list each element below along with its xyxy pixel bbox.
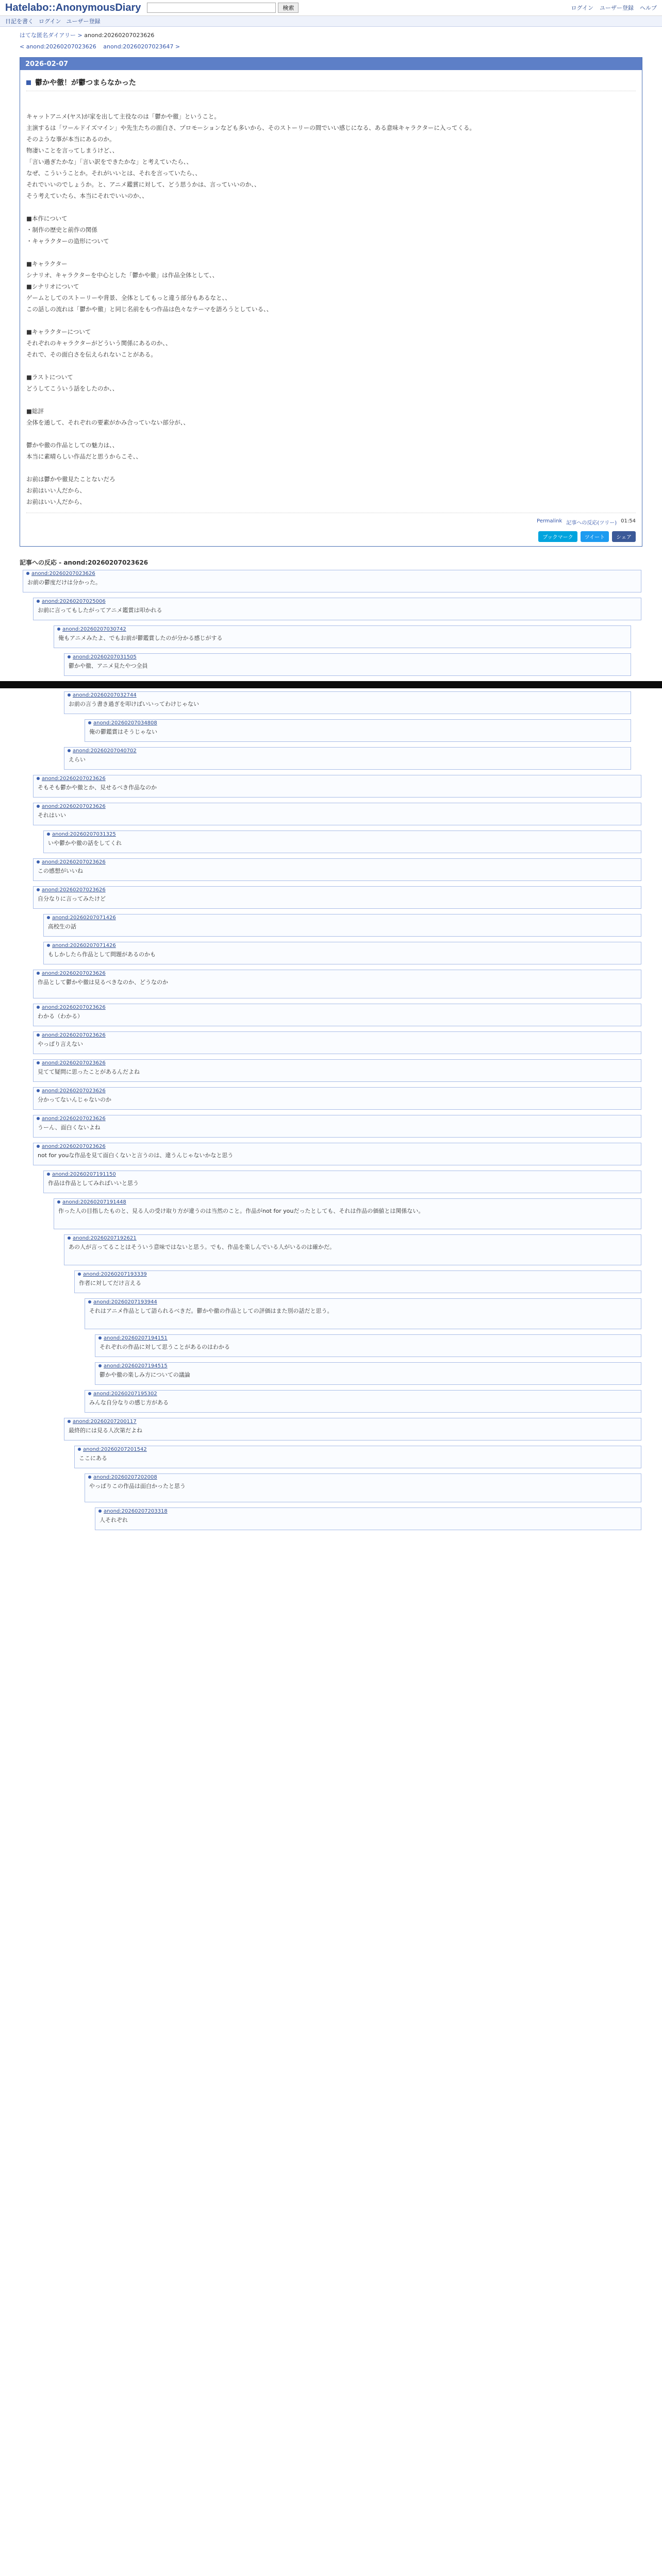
comment-text: あの人が言ってることはそういう意味ではないと思う。でも、作品を楽しんでいる人がいるのは確かだ。 bbox=[69, 1244, 335, 1250]
subheader-link-write[interactable]: 日記を書く bbox=[5, 18, 34, 25]
comment-item bbox=[85, 1298, 641, 1329]
comment-header bbox=[34, 887, 641, 894]
comment-id-link[interactable]: anond:20260207192621 bbox=[73, 1235, 137, 1241]
body-paragraph: 本当に素晴らしい作品だと思うからこそ、、 bbox=[26, 453, 142, 460]
comment-text: みんな自分なりの感じ方がある bbox=[89, 1399, 169, 1406]
comment-item bbox=[95, 1362, 641, 1385]
body-paragraph: ■本作について bbox=[26, 215, 68, 222]
share-button[interactable]: シェア bbox=[612, 531, 636, 542]
comment-item bbox=[85, 719, 631, 742]
comment-header bbox=[34, 1088, 641, 1095]
comment-text: 鬱かや徹の楽しみ方についての議論 bbox=[100, 1371, 190, 1378]
comment-id-link[interactable]: anond:20260207034808 bbox=[93, 720, 157, 726]
comment-header bbox=[64, 1235, 641, 1242]
comment-id-link[interactable]: anond:20260207201542 bbox=[83, 1447, 147, 1452]
comment-id-link[interactable]: anond:20260207031325 bbox=[52, 832, 116, 837]
comment-item bbox=[64, 1418, 641, 1440]
comment-id-link[interactable]: anond:20260207202008 bbox=[93, 1475, 157, 1480]
bullet-icon bbox=[37, 1061, 40, 1064]
bullet-icon bbox=[37, 805, 40, 808]
comment-item bbox=[23, 570, 641, 592]
comment-header bbox=[64, 1418, 641, 1426]
comment-id-link[interactable]: anond:20260207031505 bbox=[73, 654, 137, 660]
comment-text: いや鬱かや徹の話をしてくれ bbox=[48, 840, 122, 846]
bullet-icon bbox=[37, 600, 40, 603]
body-paragraph: 主演するは「ワールドイズマイン」や先生たちの面白さ、プロモーションなども多いから、そのストーリーの間でいい感じになる、ある意味キャラクターに入ってくる。 bbox=[26, 124, 476, 131]
comment-header bbox=[54, 1199, 641, 1206]
comment-text: それはいい bbox=[38, 812, 66, 819]
comment-item bbox=[95, 1507, 641, 1530]
comment-item bbox=[33, 775, 641, 798]
share-buttons bbox=[26, 531, 636, 542]
comment-item bbox=[43, 831, 641, 853]
separator-bar bbox=[0, 681, 662, 688]
bullet-icon bbox=[68, 1420, 71, 1423]
comment-item bbox=[54, 1198, 641, 1229]
comment-header bbox=[34, 1143, 641, 1150]
comment-header bbox=[34, 1004, 641, 1011]
bullet-icon bbox=[37, 1145, 40, 1148]
comment-item bbox=[64, 1234, 641, 1265]
comment-id-link[interactable]: anond:20260207030742 bbox=[62, 626, 126, 632]
comment-text: やっぱり言えない bbox=[38, 1041, 83, 1047]
comment-item bbox=[64, 653, 631, 676]
comment-text: ここにある bbox=[79, 1455, 107, 1462]
body-paragraph: 鬱かや徹の作品としての魅力は、、 bbox=[26, 442, 119, 449]
comment-id-link[interactable]: anond:20260207191150 bbox=[52, 1172, 116, 1177]
comment-header bbox=[34, 859, 641, 866]
bullet-icon bbox=[37, 1033, 40, 1037]
next-entry-link[interactable]: anond:20260207023647 > bbox=[103, 43, 180, 50]
comment-text: もしかしたら作品として問題があるのかも bbox=[48, 951, 156, 958]
comment-id-link[interactable]: anond:20260207193944 bbox=[93, 1299, 157, 1305]
comment-header bbox=[85, 1391, 641, 1398]
bullet-icon bbox=[88, 1300, 91, 1303]
comment-id-link[interactable]: anond:20260207023626 bbox=[42, 1088, 106, 1094]
tweet-button[interactable]: ツイート bbox=[581, 531, 609, 542]
body-paragraph bbox=[26, 394, 636, 405]
comment-item bbox=[33, 858, 641, 881]
comment-header bbox=[34, 598, 641, 605]
comment-id-link[interactable]: anond:20260207023626 bbox=[42, 1060, 106, 1066]
date-bar: 2026-02-07 bbox=[20, 58, 642, 70]
comment-item bbox=[33, 1087, 641, 1110]
body-paragraph bbox=[26, 462, 636, 473]
search-input[interactable] bbox=[147, 3, 276, 13]
entry-footer bbox=[26, 513, 636, 529]
body-paragraph: 物凄いことを言ってしまうけど、、 bbox=[26, 147, 119, 154]
body-paragraph: 「言い過ぎたかな」「言い訳をできたかな」と考えていたら、、 bbox=[26, 158, 192, 165]
body-paragraph: 全体を通して、それぞれの要素がかみ合っていない部分が、、 bbox=[26, 419, 190, 426]
comment-id-link[interactable]: anond:20260207023626 bbox=[42, 887, 106, 893]
body-paragraph: ゲームとしてのストーリーや背景、全体としてもっと違う部分もあるなと、、 bbox=[26, 294, 231, 301]
comment-text: 俺の鬱鑑賞はそうじゃない bbox=[89, 728, 157, 735]
bullet-icon bbox=[37, 1089, 40, 1092]
comment-text: 最終的には見る人次第だよね bbox=[69, 1427, 142, 1434]
entry-title bbox=[26, 77, 636, 91]
bookmark-button[interactable]: ブックマーク bbox=[538, 531, 577, 542]
comment-text: 俺もアニメみたよ、でもお前が鬱鑑賞したのが分かる感じがする bbox=[58, 635, 223, 641]
comment-text: 人それぞれ bbox=[100, 1517, 128, 1523]
comment-id-link[interactable]: anond:20260207200117 bbox=[73, 1419, 137, 1425]
breadcrumb-home[interactable]: はてな匿名ダイアリー > bbox=[20, 32, 82, 39]
comment-id-link[interactable]: anond:20260207071426 bbox=[52, 943, 116, 948]
comment-header bbox=[44, 831, 641, 838]
body-paragraph: それで、その面白さを伝えられないことがある。 bbox=[26, 351, 157, 358]
prev-entry-link[interactable]: < anond:20260207023626 bbox=[20, 43, 96, 50]
comment-text: 作った人の目指したものと、見る人の受け取り方が違うのは当然のこと。作品がnot for youだったとしても、それは作品の価値とは関係ない。 bbox=[58, 1208, 424, 1214]
body-paragraph: なぜ、こういうことか。それがいいとは、それを言っていたら、、 bbox=[26, 170, 201, 177]
body-paragraph: ■シナリオについて bbox=[26, 283, 79, 290]
comment-item bbox=[33, 1004, 641, 1026]
comment-header bbox=[44, 1171, 641, 1178]
comment-item bbox=[85, 1390, 641, 1413]
body-paragraph: ■ラストについて bbox=[26, 374, 73, 381]
bullet-icon bbox=[37, 777, 40, 780]
comment-text: お前の鬱度だけは分かった。 bbox=[27, 579, 101, 586]
bullet-icon bbox=[98, 1364, 102, 1367]
comment-text: えらい bbox=[69, 756, 86, 763]
comments-title: 記事への反応 - anond:20260207023626 bbox=[20, 559, 148, 566]
comment-header bbox=[34, 1115, 641, 1123]
comment-header bbox=[34, 1032, 641, 1039]
body-paragraph: ・キャラクターの造形について bbox=[26, 238, 109, 245]
comment-text: お前の言う書き過ぎを叩けばいいってわけじゃない bbox=[69, 701, 199, 707]
comment-item bbox=[43, 1171, 641, 1193]
comment-header bbox=[34, 803, 641, 810]
comment-id-link[interactable]: anond:20260207023626 bbox=[42, 1005, 106, 1010]
body-paragraph: どうしてこういう話をしたのか、、 bbox=[26, 385, 119, 392]
bullet-icon bbox=[57, 628, 60, 631]
comment-item bbox=[43, 942, 641, 964]
comment-id-link[interactable]: anond:20260207023626 bbox=[42, 1116, 106, 1122]
entry-title-text: 鬱かや徹！が鬱つまらなかった bbox=[35, 79, 136, 87]
comment-text: 自分なりに言ってみたけど bbox=[38, 895, 106, 902]
header-link-login[interactable]: ログイン bbox=[571, 5, 593, 11]
comment-header bbox=[64, 654, 631, 661]
comment-header bbox=[75, 1271, 641, 1278]
comment-text: それぞれの作品に対して思うことがあるのはわかる bbox=[100, 1344, 230, 1350]
comment-id-link[interactable]: anond:20260207194151 bbox=[104, 1335, 168, 1341]
comment-header bbox=[34, 970, 641, 977]
comment-item bbox=[33, 1143, 641, 1165]
body-paragraph: お前はいい人だから、 bbox=[26, 498, 86, 505]
bullet-icon bbox=[26, 572, 29, 575]
body-paragraph: シナリオ、キャラクターを中心とした「鬱かや徹」は作品全体として、、 bbox=[26, 272, 219, 279]
comment-id-link[interactable]: anond:20260207023626 bbox=[42, 1144, 106, 1149]
bullet-icon bbox=[37, 972, 40, 975]
body-paragraph bbox=[26, 360, 636, 371]
bullet-icon bbox=[78, 1273, 81, 1276]
comment-text: うーん、面白くないよね bbox=[38, 1124, 101, 1131]
comment-item bbox=[33, 1115, 641, 1138]
bullet-icon bbox=[37, 1006, 40, 1009]
comment-item bbox=[33, 803, 641, 825]
bullet-icon bbox=[88, 721, 91, 724]
body-paragraph: この話しの流れは「鬱かや徹」と同じ名前をもつ作品は色々なテーマを語ろうとしている、、 bbox=[26, 306, 273, 313]
body-paragraph bbox=[26, 99, 636, 111]
breadcrumb bbox=[0, 27, 662, 43]
comment-text: 鬱かや徹、アニメ見たやつ全員 bbox=[69, 663, 148, 669]
comment-item bbox=[33, 1059, 641, 1082]
bullet-icon bbox=[37, 1117, 40, 1120]
comment-header bbox=[75, 1446, 641, 1453]
comment-header bbox=[23, 570, 641, 578]
comment-item bbox=[74, 1446, 641, 1468]
comment-id-link[interactable]: anond:20260207071426 bbox=[52, 915, 116, 921]
comment-item bbox=[33, 886, 641, 909]
body-paragraph bbox=[26, 428, 636, 439]
comment-item bbox=[33, 1031, 641, 1054]
bullet-icon bbox=[47, 833, 50, 836]
comment-id-link[interactable]: anond:20260207193339 bbox=[83, 1272, 147, 1277]
subheader-link-login[interactable]: ログイン bbox=[39, 18, 61, 25]
bullet-icon bbox=[68, 1236, 71, 1240]
title-square-icon bbox=[26, 80, 31, 85]
comment-text: 見てて疑問に思ったことがあるんだよね bbox=[38, 1069, 140, 1075]
search-button[interactable]: 検索 bbox=[278, 3, 299, 13]
comment-id-link[interactable]: anond:20260207023626 bbox=[42, 1032, 106, 1038]
bullet-icon bbox=[47, 916, 50, 919]
comment-item bbox=[95, 1334, 641, 1357]
comment-item bbox=[43, 914, 641, 937]
bullet-icon bbox=[68, 693, 71, 697]
bullet-icon bbox=[37, 860, 40, 863]
comment-id-link[interactable]: anond:20260207032744 bbox=[73, 692, 137, 698]
comment-text: それはアニメ作品として語られるべきだ。鬱かや徹の作品としての評価はまた別の話だと思う。 bbox=[89, 1308, 333, 1314]
comment-text: 作者に対してだけ言える bbox=[79, 1280, 141, 1286]
comment-text: わかる（わかる） bbox=[38, 1013, 83, 1020]
comment-header bbox=[64, 748, 631, 755]
body-paragraph: それでいいのでしょうか。と、アニメ鑑賞に対して、どう思うかは、言っていいのか、、 bbox=[26, 181, 260, 188]
body-paragraph: そう考えていたら、本当にそれでいいのか、、 bbox=[26, 192, 148, 199]
bullet-icon bbox=[78, 1448, 81, 1451]
entry-time: 01:54 bbox=[621, 518, 636, 524]
comment-id-link[interactable]: anond:20260207023626 bbox=[42, 859, 106, 865]
comment-id-link[interactable]: anond:20260207023626 bbox=[31, 571, 95, 577]
comment-id-link[interactable]: anond:20260207203318 bbox=[104, 1509, 168, 1514]
body-paragraph bbox=[26, 247, 636, 258]
comment-item bbox=[85, 1473, 641, 1502]
comment-header bbox=[85, 1299, 641, 1306]
comment-item bbox=[64, 747, 631, 770]
bullet-icon bbox=[98, 1510, 102, 1513]
comment-id-link[interactable]: anond:20260207025006 bbox=[42, 599, 106, 604]
tree-link[interactable]: 記事への反応(ツリー) bbox=[566, 520, 617, 526]
bullet-icon bbox=[68, 655, 71, 658]
comment-item bbox=[74, 1270, 641, 1293]
subheader-link-register[interactable]: ユーザー登録 bbox=[66, 18, 101, 25]
comment-id-link[interactable]: anond:20260207040702 bbox=[73, 748, 137, 754]
comment-header bbox=[95, 1363, 641, 1370]
comment-text: この感想がいいね bbox=[38, 868, 83, 874]
comment-header bbox=[85, 720, 631, 727]
comment-header bbox=[95, 1508, 641, 1515]
permalink[interactable]: Permalink bbox=[537, 518, 562, 524]
comment-header bbox=[34, 1060, 641, 1067]
bullet-icon bbox=[47, 1173, 50, 1176]
comment-text: 分かってないんじゃないのか bbox=[38, 1096, 111, 1103]
body-paragraph: ・制作の歴史と前作の関係 bbox=[26, 226, 97, 233]
body-paragraph: そのような事が本当にあるのか。 bbox=[26, 135, 115, 143]
body-paragraph: キャットアニメ(ヤス)が家を出して主役なのは「鬱かや徹」ということ。 bbox=[26, 113, 220, 120]
comment-id-link[interactable]: anond:20260207023626 bbox=[42, 776, 106, 782]
comment-item bbox=[64, 691, 631, 714]
bullet-icon bbox=[68, 749, 71, 752]
body-paragraph: ■総評 bbox=[26, 408, 44, 415]
comment-id-link[interactable]: anond:20260207195302 bbox=[93, 1391, 157, 1397]
comment-text: 作品として鬱かや徹は見るべきなのか、どうなのか bbox=[38, 979, 168, 986]
comment-text: そもそも鬱かや徹とか、見せるべき作品なのか bbox=[38, 784, 157, 791]
comment-header bbox=[44, 942, 641, 950]
comment-header bbox=[64, 692, 631, 699]
body-paragraph: ■キャラクター bbox=[26, 260, 68, 267]
comment-id-link[interactable]: anond:20260207191448 bbox=[62, 1199, 126, 1205]
comment-id-link[interactable]: anond:20260207194515 bbox=[104, 1363, 168, 1369]
comment-id-link[interactable]: anond:20260207023626 bbox=[42, 804, 106, 809]
header-links bbox=[571, 4, 657, 12]
comment-header bbox=[54, 626, 631, 633]
bullet-icon bbox=[47, 944, 50, 947]
header-link-register[interactable]: ユーザー登録 bbox=[600, 5, 634, 11]
top-header bbox=[0, 0, 662, 16]
body-paragraph: ■キャラクターについて bbox=[26, 328, 91, 335]
comment-text: 作品は作品としてみればいいと思う bbox=[48, 1180, 139, 1187]
bullet-icon bbox=[37, 888, 40, 891]
comment-text: 高校生の話 bbox=[48, 923, 76, 930]
comment-text: やっぱりこの作品は面白かったと思う bbox=[89, 1483, 186, 1489]
comment-header bbox=[95, 1335, 641, 1342]
bullet-icon bbox=[88, 1476, 91, 1479]
comment-header bbox=[44, 914, 641, 922]
body-paragraph: お前はいい人だから、 bbox=[26, 487, 86, 494]
site-logo[interactable]: Hatelabo::AnonymousDiary bbox=[5, 2, 141, 13]
entry-body bbox=[26, 99, 636, 507]
entry-nav bbox=[0, 43, 662, 54]
comment-header bbox=[85, 1474, 641, 1481]
bullet-icon bbox=[57, 1200, 60, 1204]
comment-id-link[interactable]: anond:20260207023626 bbox=[42, 971, 106, 976]
article bbox=[20, 57, 642, 547]
body-paragraph bbox=[26, 201, 636, 213]
comment-item bbox=[54, 625, 631, 648]
comment-header bbox=[34, 775, 641, 783]
comment-item bbox=[33, 970, 641, 998]
comment-item bbox=[33, 598, 641, 620]
body-paragraph: それぞれのキャラクターがどういう関係にあるのか、、 bbox=[26, 340, 172, 347]
header-link-help[interactable]: ヘルプ bbox=[640, 5, 657, 11]
bullet-icon bbox=[88, 1392, 91, 1395]
bullet-icon bbox=[98, 1336, 102, 1340]
comment-text: お前に言ってもしたがってアニメ鑑賞は叩かれる bbox=[38, 607, 162, 614]
sub-header bbox=[0, 16, 662, 27]
comment-text: not for youな作品を見て面白くないと言うのは、違うんじゃないかなと思う bbox=[38, 1152, 234, 1159]
breadcrumb-current: anond:20260207023626 bbox=[84, 32, 155, 39]
body-paragraph bbox=[26, 315, 636, 326]
comment-tree bbox=[0, 570, 662, 1535]
body-paragraph: お前は鬱かや徹見たことないだろ bbox=[26, 476, 115, 483]
